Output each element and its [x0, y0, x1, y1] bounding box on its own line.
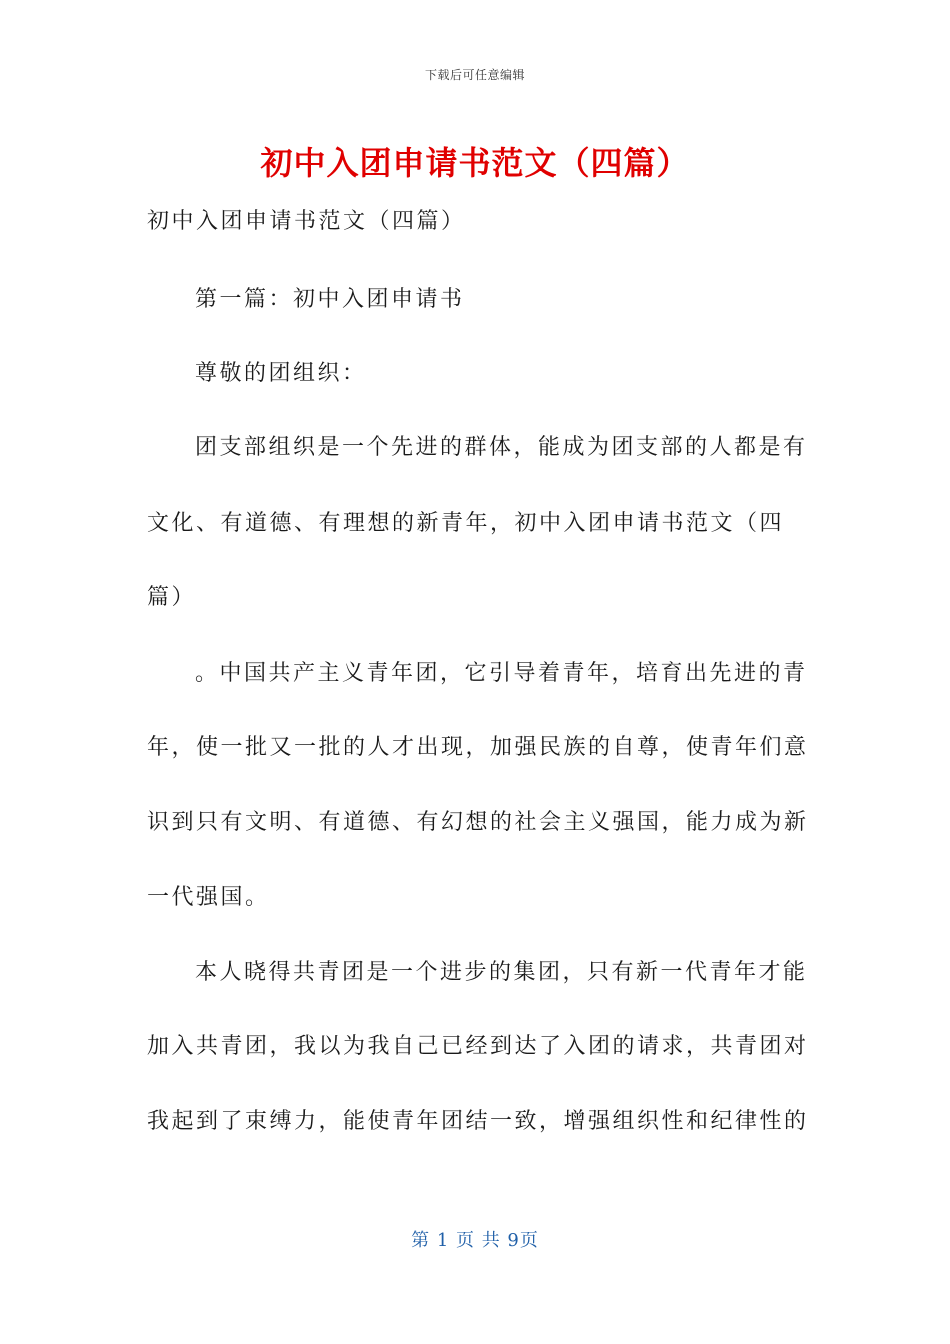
subtitle-line: 初中入团申请书范文（四篇） — [147, 209, 466, 234]
salutation: 尊敬的团组织： — [195, 361, 367, 386]
paragraph-line: 篇） — [147, 585, 197, 610]
paragraph-line: 本人晓得共青团是一个进步的集团，只有新一代青年才能 — [195, 960, 808, 985]
paragraph-line: 一代强国。 — [147, 885, 270, 910]
header-note: 下载后可任意编辑 — [424, 68, 525, 82]
paragraph-line: 。中国共产主义青年团，它引导着青年，培育出先进的青 — [195, 661, 808, 686]
paragraph-line: 年，使一批又一批的人才出现，加强民族的自尊，使青年们意 — [147, 735, 809, 760]
document-title: 初中入团申请书范文（四篇） — [260, 144, 690, 182]
paragraph-line: 识到只有文明、有道德、有幻想的社会主义强国，能力成为新 — [147, 810, 809, 835]
paragraph-line: 团支部组织是一个先进的群体，能成为团支部的人都是有 — [195, 435, 808, 460]
paragraph-line: 文化、有道德、有理想的新青年，初中入团申请书范文（四 — [147, 511, 785, 536]
page-number-footer: 第 1 页 共 9页 — [411, 1230, 539, 1251]
section-heading: 第一篇：初中入团申请书 — [195, 287, 465, 312]
paragraph-line: 加入共青团，我以为我自己已经到达了入团的请求，共青团对 — [147, 1034, 809, 1059]
paragraph-line: 我起到了束缚力，能使青年团结一致，增强组织性和纪律性的 — [147, 1109, 809, 1134]
